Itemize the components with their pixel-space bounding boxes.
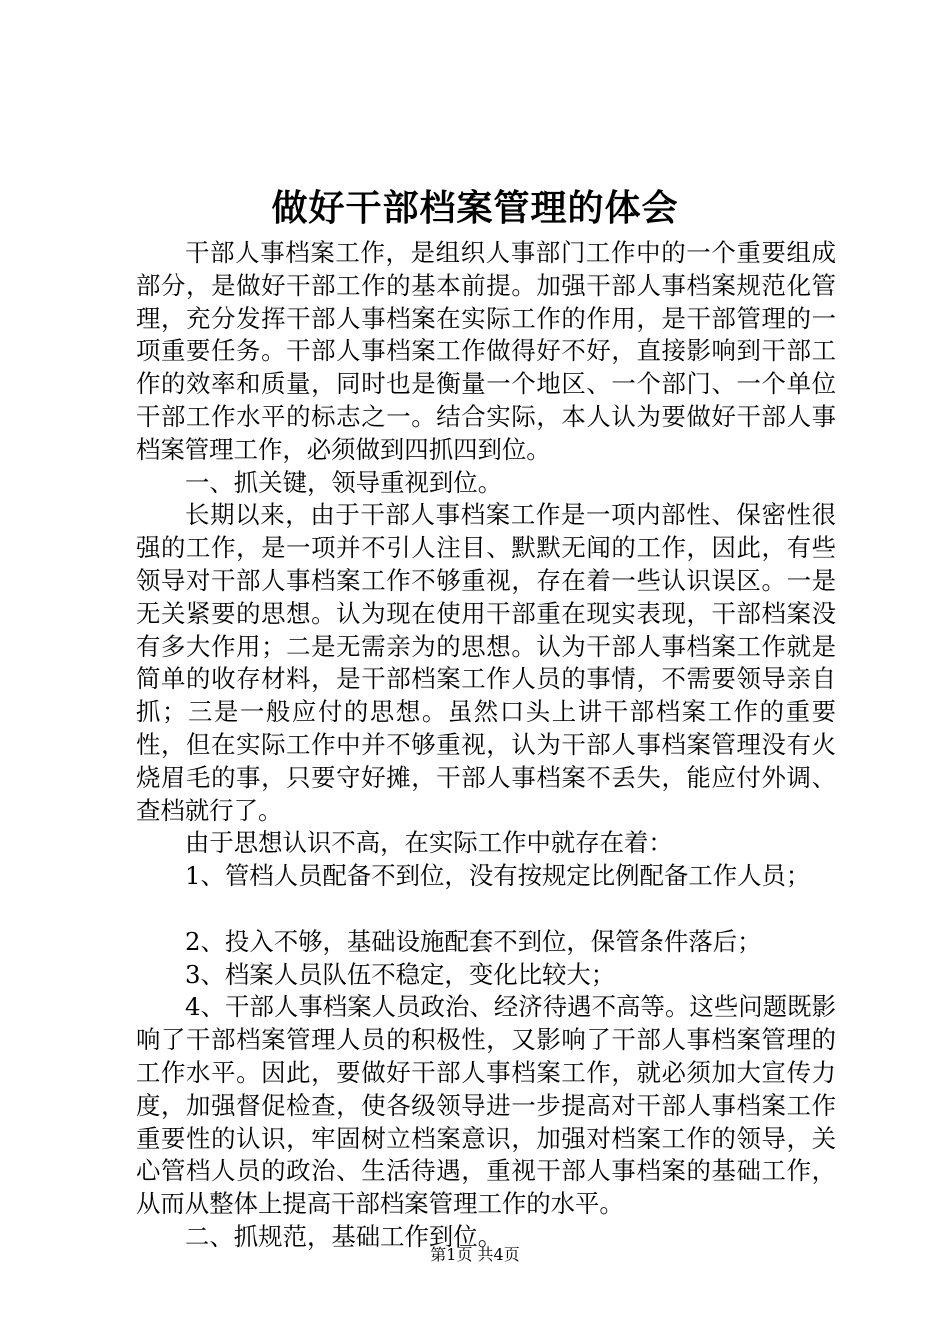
section-heading-2: 二、抓规范，基础工作到位。 [185, 1221, 503, 1251]
paragraph-problems-intro: 由于思想认识不高，在实际工作中就存在着： [185, 828, 673, 858]
document-title: 做好干部档案管理的体会 [271, 187, 679, 229]
page-footer: 第1页 共4页 [430, 1245, 520, 1264]
document-body [136, 237, 836, 1254]
list-item-2: 2、投入不够，基础设施配套不到位，保管条件落后； [185, 926, 762, 956]
paragraph-section-1: 长期以来，由于干部人事档案工作是一项内部性、保密性很强的工作，是一项并不引人注目、默默无闻的工作，因此，有些领导对干部人事档案工作不够重视，存在着一些认识误区。一是无关紧要的思想。认为现在使用干部重在现实表现，干部档案没有多大作用；二是无需亲为的思想。认为干部人事档案工作就是简单的收存材料，是干部档案工作人员的事情，不需要领导亲自抓；三是一般应付的思想。虽然口头上讲干部档案工作的重要性，但在实际工作中并不够重视，认为干部人事档案管理没有火烧眉毛的事，只要守好摊，干部人事档案不丢失，能应付外调、查档就行了。 [136, 500, 836, 825]
list-item-3: 3、档案人员队伍不稳定，变化比较大； [185, 959, 616, 989]
list-item-1: 1、管档人员配备不到位，没有按规定比例配备工作人员； [185, 861, 811, 891]
list-item-4: 4、干部人事档案人员政治、经济待遇不高等。这些问题既影响了干部档案管理人员的积极性，又影响了干部人事档案管理的工作水平。因此，要做好干部人事档案工作，就必须加大宣传力度，加强督促检查，使各级领导进一步提高对干部人事档案工作重要性的认识，牢固树立档案意识，加强对档案工作的领导，关心管档人员的政治、生活待遇，重视干部人事档案的基础工作，从而从整体上提高干部档案管理工作的水平。 [136, 992, 836, 1219]
section-heading-1: 一、抓关键，领导重视到位。 [185, 467, 503, 497]
paragraph-intro: 干部人事档案工作，是组织人事部门工作中的一个重要组成部分，是做好干部工作的基本前提。加强干部人事档案规范化管理，充分发挥干部人事档案在实际工作的作用，是干部管理的一项重要任务。干部人事档案工作做得好不好，直接影响到干部工作的效率和质量，同时也是衡量一个地区、一个部门、一个单位干部工作水平的标志之一。结合实际，本人认为要做好干部人事档案管理工作，必须做到四抓四到位。 [136, 238, 836, 464]
